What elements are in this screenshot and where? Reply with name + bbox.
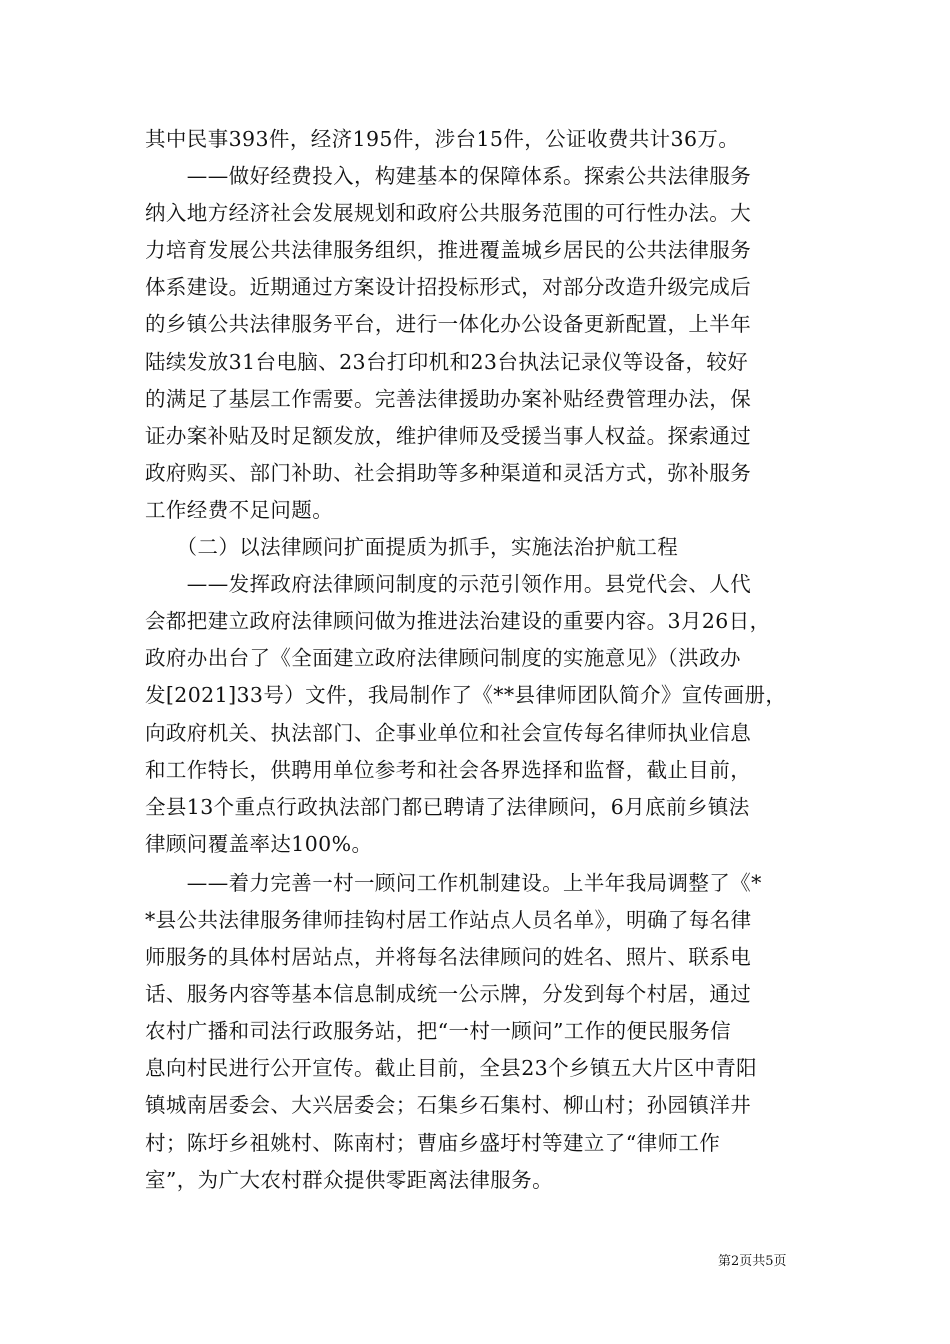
text-line: 农村广播和司法行政服务站，把“一村一顾问”工作的便民服务信 xyxy=(145,1019,732,1044)
text-line: 证办案补贴及时足额发放，维护律师及受援当事人权益。探索通过 xyxy=(145,423,752,448)
text-line: 全县13个重点行政执法部门都已聘请了法律顾问，6月底前乡镇法 xyxy=(145,794,750,819)
text-line: ——着力完善一村一顾问工作机制建设。上半年我局调整了《* xyxy=(145,870,762,895)
text-line: 发[2021]33号）文件，我局制作了《**县律师团队简介》宣传画册， xyxy=(145,683,787,708)
text-line: 力培育发展公共法律服务组织，推进覆盖城乡居民的公共法律服务 xyxy=(145,238,752,263)
text-line: 和工作特长，供聘用单位参考和社会各界选择和监督，截止目前， xyxy=(145,757,752,782)
document-body xyxy=(145,121,810,1199)
text-line: ——做好经费投入，构建基本的保障体系。探索公共法律服务 xyxy=(145,164,752,189)
text-line: 师服务的具体村居站点，并将每名法律顾问的姓名、照片、联系电 xyxy=(145,945,752,970)
text-line: 室”，为广大农村群众提供零距离法律服务。 xyxy=(145,1167,553,1192)
text-line: *县公共法律服务律师挂钩村居工作站点人员名单》，明确了每名律 xyxy=(145,907,752,932)
text-line: 纳入地方经济社会发展规划和政府公共服务范围的可行性办法。大 xyxy=(145,201,752,226)
text-line: 向政府机关、执法部门、企事业单位和社会宣传每名律师执业信息 xyxy=(145,720,752,745)
text-line: 体系建设。近期通过方案设计招投标形式，对部分改造升级完成后 xyxy=(145,275,752,300)
text-line: 政府办出台了《全面建立政府法律顾问制度的实施意见》（洪政办 xyxy=(145,646,741,671)
text-line: 镇城南居委会、大兴居委会；石集乡石集村、柳山村；孙园镇洋井 xyxy=(145,1093,752,1118)
text-line: 话、服务内容等基本信息制成统一公示牌，分发到每个村居，通过 xyxy=(145,982,752,1007)
text-line: 陆续发放31台电脑、23台打印机和23台执法记录仪等设备，较好 xyxy=(145,349,749,374)
page-number-footer: 第2页共5页 xyxy=(718,1254,787,1269)
text-line: 息向村民进行公开宣传。截止目前，全县23个乡镇五大片区中青阳 xyxy=(145,1056,758,1081)
text-line: 律顾问覆盖率达100%。 xyxy=(145,831,373,856)
text-line: 村；陈圩乡祖姚村、陈南村；曹庙乡盛圩村等建立了“律师工作 xyxy=(145,1130,721,1155)
text-line: 工作经费不足问题。 xyxy=(145,497,334,522)
text-line: 政府购买、部门补助、社会捐助等多种渠道和灵活方式，弥补服务 xyxy=(145,460,752,485)
text-line: 的乡镇公共法律服务平台，进行一体化办公设备更新配置，上半年 xyxy=(145,312,752,337)
section-heading: （二）以法律顾问扩面提质为抓手，实施法治护航工程 xyxy=(145,535,679,560)
text-line: 其中民事393件，经济195件，涉台15件，公证收费共计36万。 xyxy=(145,127,740,151)
text-line: 会都把建立政府法律顾问做为推进法治建设的重要内容。3月26日， xyxy=(145,609,771,634)
text-line: 的满足了基层工作需要。完善法律援助办案补贴经费管理办法，保 xyxy=(145,386,752,411)
text-line: ——发挥政府法律顾问制度的示范引领作用。县党代会、人代 xyxy=(145,572,752,597)
